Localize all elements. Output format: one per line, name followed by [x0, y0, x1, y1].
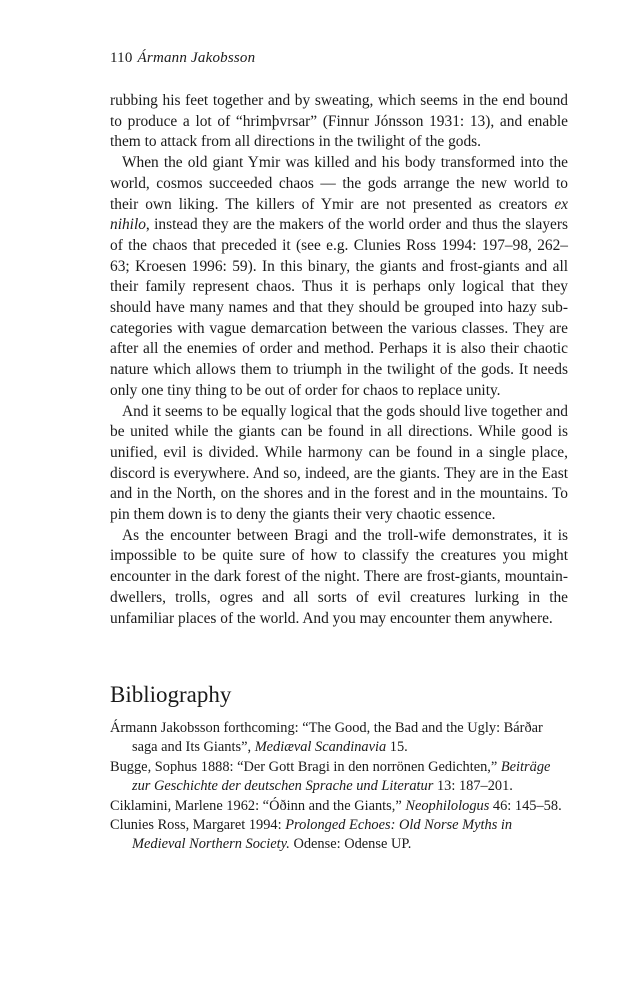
- bibliography-heading: Bibliography: [110, 682, 232, 707]
- italic-text: ex nihilo: [110, 195, 568, 234]
- paragraph: rubbing his feet together and by sweating, which seems in the end bound to produce a lot of “hrimþvrsar” (Finnur Jónsson 1931: 13), and enable them to attack from all directions in the twilight of the gods.: [110, 92, 568, 151]
- bibliography-entry: Bugge, Sophus 1888: “Der Gott Bragi in den norrönen Gedichten,” Beiträge zur Geschichte der deutschen Sprache und Literatur 13: 187–201.: [110, 758, 551, 795]
- italic-text: Neophilologus: [405, 797, 490, 814]
- paragraph: As the encounter between Bragi and the troll-wife demonstrates, it is impossible to be quite sure of how to classify the creatures you might encounter in the dark forest of the night. There are frost-giants, mountain-dwellers, trolls, ogres and all sorts of evil creatures lurking in the unfamiliar places of the world. And you may encounter them anywhere.: [110, 526, 568, 627]
- running-header-author: Ármann Jakobsson: [137, 50, 256, 66]
- italic-text: Beiträge zur Geschichte der deutschen Sprache und Literatur: [132, 758, 551, 795]
- bibliography-entry: Clunies Ross, Margaret 1994: Prolonged Echoes: Old Norse Myths in Medieval Northern Society. Odense: Odense UP.: [110, 817, 513, 853]
- paragraph: And it seems to be equally logical that the gods should live together and be united while the giants can be found in all directions. While good is unified, evil is divided. While harmony can be found in a single place, discord is everywhere. And so, indeed, are the giants. They are in the East and in the North, on the shores and in the forest and in the mountains. To pin them down is to deny the giants their very chaotic essence.: [110, 402, 568, 524]
- bibliography-entry: Ármann Jakobsson forthcoming: “The Good, the Bad and the Ugly: Bárðar saga and Its Giants”, Mediæval Scandinavia 15.: [110, 720, 543, 756]
- page-number: 110: [110, 50, 133, 66]
- italic-text: Prolonged Echoes: Old Norse Myths in Medieval Northern Society.: [132, 817, 513, 853]
- bibliography-list: [110, 719, 568, 855]
- bibliography-entry: Ciklamini, Marlene 1962: “Óðinn and the Giants,” Neophilologus 46: 145–58.: [110, 797, 562, 814]
- body-text: [110, 91, 568, 629]
- paragraph: When the old giant Ymir was killed and his body transformed into the world, cosmos succeeded chaos — the gods arrange the new world to their own liking. The killers of Ymir are not presented as creators ex nihilo, instead they are the makers of the world order and thus the slayers of the chaos that preceded it (see e.g. Clunies Ross 1994: 197–98, 262–63; Kroesen 1996: 59). In this binary, the giants and frost-giants and all their family represent chaos. Thus it is perhaps only logical that they should have many names and that they should be grouped into hazy sub-categories with vague demarcation between the various classes. They are after all the enemies of order and method. Perhaps it is also their chaotic nature which allows them to triumph in the twilight of the gods. It needs only one tiny thing to be out of order for chaos to replace unity.: [110, 154, 568, 399]
- italic-text: Mediæval Scandinavia: [254, 739, 387, 756]
- running-header: [110, 50, 255, 67]
